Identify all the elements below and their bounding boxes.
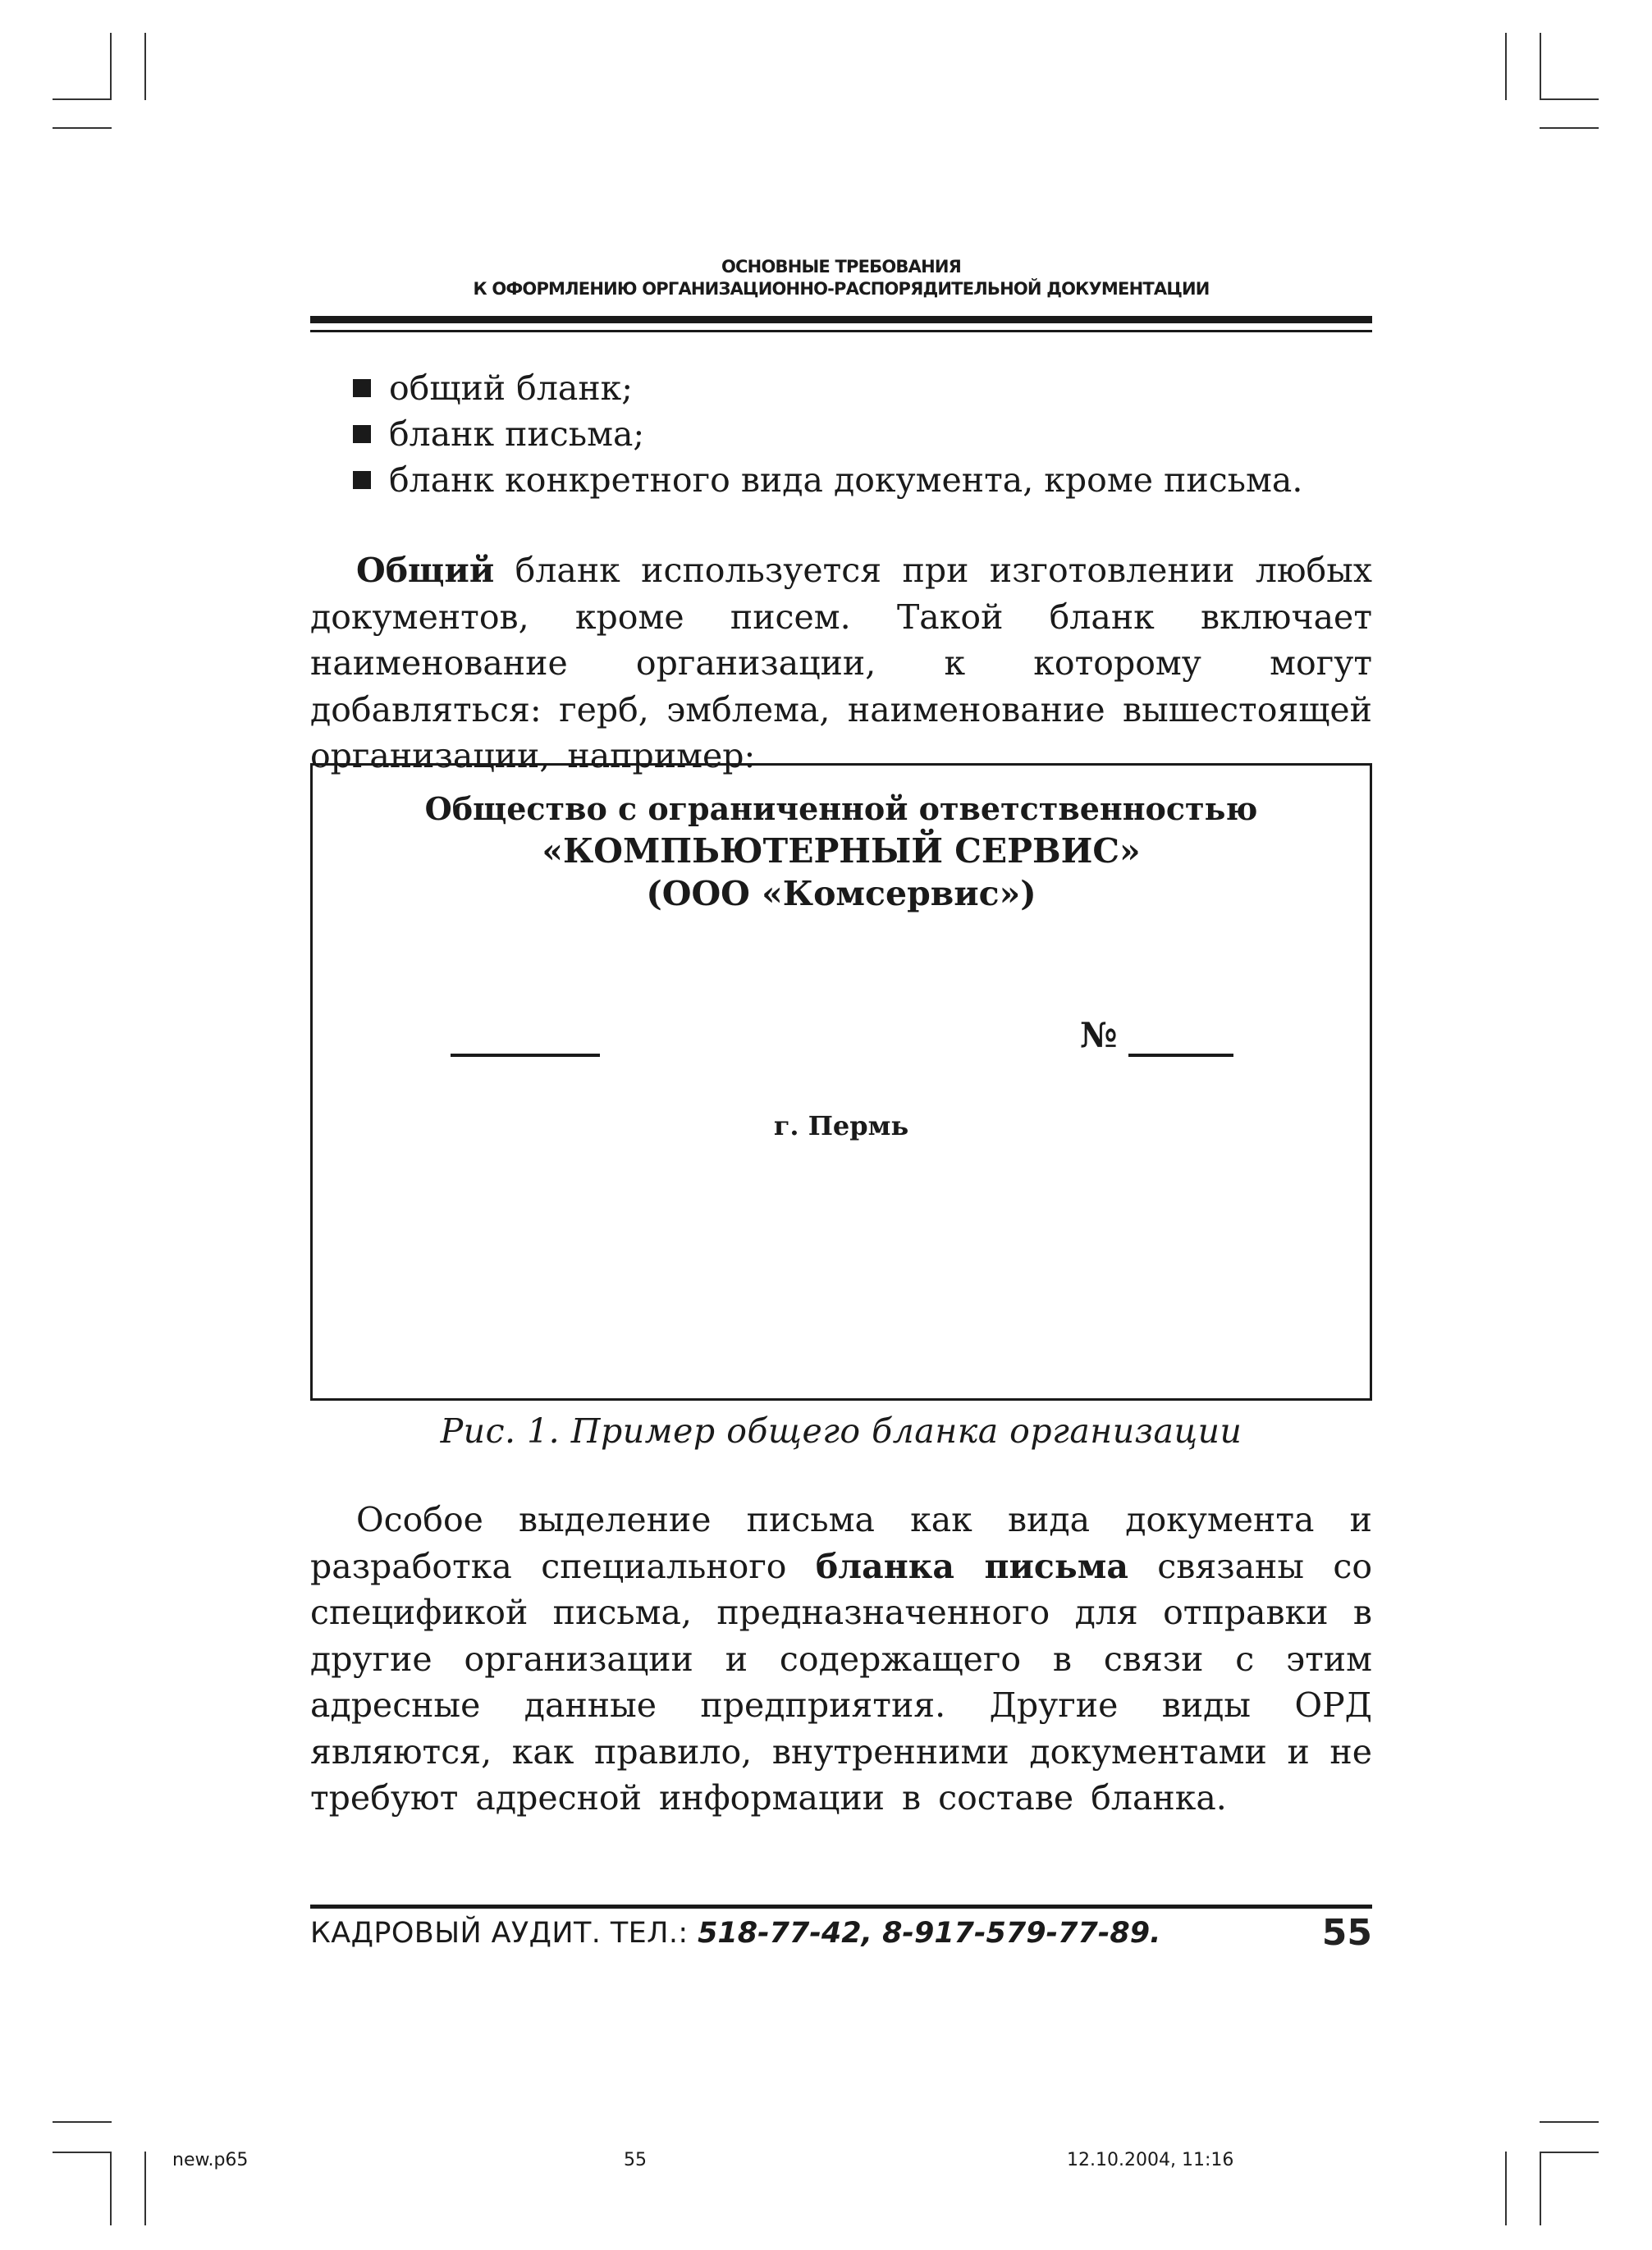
letterhead-example-figure	[310, 763, 1372, 1401]
list-item	[356, 457, 1302, 503]
running-head-line2: К ОФОРМЛЕНИЮ ОРГАНИЗАЦИОННО-РАСПОРЯДИТЕЛЬНОЙ ДОКУМЕНТАЦИИ	[473, 279, 1210, 299]
list-item	[356, 411, 1302, 457]
paragraph-text: бланк используется при изготовлении любых документов, кроме писем. Такой бланк включает наименование организации, к которому могут добавляться: герб, эмблема, наименование вышестоящей организации, например:	[310, 551, 1372, 775]
footer-phones: 518-77-42, 8-917-579-77-89.	[698, 1917, 1161, 1950]
square-bullet-icon	[353, 471, 371, 489]
date-blank-line	[451, 1054, 600, 1057]
running-head-line1: ОСНОВНЫЕ ТРЕБОВАНИЯ	[721, 257, 961, 277]
slug-page: 55	[624, 2150, 647, 2170]
list-item	[356, 365, 1302, 411]
slug-datetime: 12.10.2004, 11:16	[1067, 2150, 1234, 2170]
square-bullet-icon	[353, 379, 371, 397]
paragraph-text-after: связаны со спецификой письма, предназначенного для отправки в другие организации и содержащего в связи с этим адресные данные предприятия. Другие виды ОРД являются, как правило, внутренними документами и не требуют адресной информации в составе бланка.	[310, 1546, 1372, 1818]
city-name: г. Пермь	[773, 1110, 909, 1141]
paragraph-bold-term: бланка письма	[815, 1546, 1128, 1586]
paragraph-text-before: Особое выделение письма как вида документа и разработка специального	[310, 1500, 1372, 1586]
figure-caption: Рис. 1. Пример общего бланка организации	[440, 1411, 1242, 1451]
number-sign: №	[1080, 1015, 1118, 1055]
square-bullet-icon	[353, 425, 371, 443]
list-item-text: бланк конкретного вида документа, кроме письма.	[389, 460, 1303, 500]
paragraph-general-form	[310, 547, 1372, 780]
page-number: 55	[1321, 1912, 1372, 1954]
paragraph-letter-form	[310, 1497, 1372, 1822]
org-trade-name: «КОМПЬЮТЕРНЫЙ СЕРВИС»	[542, 831, 1141, 871]
running-head	[310, 256, 1372, 300]
bullet-list	[356, 365, 1302, 503]
org-full-name: Общество с ограниченной ответственностью	[424, 790, 1258, 827]
header-rule-thick	[310, 316, 1372, 323]
footer-contact	[310, 1917, 1160, 1950]
footer-label: КАДРОВЫЙ АУДИТ. ТЕЛ.:	[310, 1917, 698, 1950]
number-blank-line	[1128, 1054, 1233, 1057]
header-rule-thin	[310, 330, 1372, 332]
org-short-name: (ООО «Комсервис»)	[646, 874, 1037, 913]
list-item-text: бланк письма;	[389, 414, 645, 454]
paragraph-bold-lead: Общий	[356, 551, 495, 590]
list-item-text: общий бланк;	[389, 368, 634, 408]
slug-filename: new.p65	[172, 2150, 249, 2170]
footer-rule	[310, 1905, 1372, 1909]
